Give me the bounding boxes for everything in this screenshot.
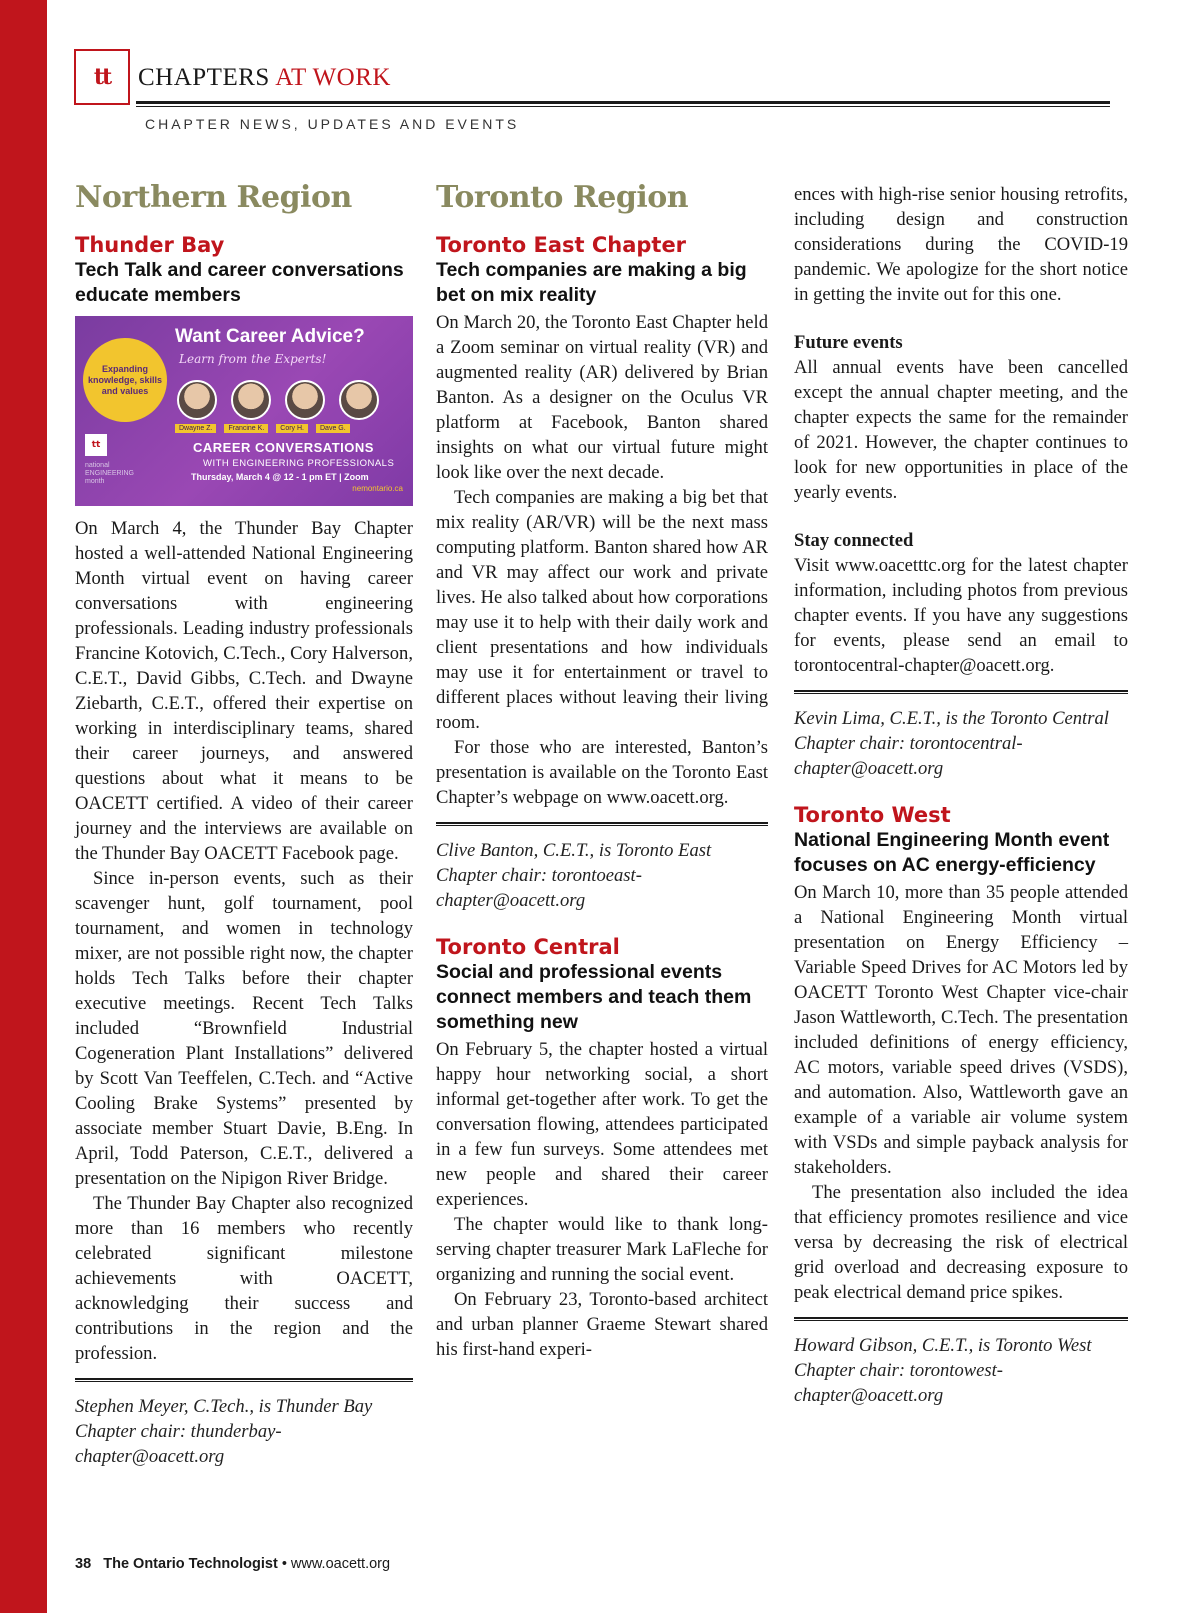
article-headline: National Engineering Month event focuses on AC energy-efficiency <box>794 829 1110 876</box>
speaker-photo <box>177 380 217 420</box>
body-paragraph: On March 20, the Toronto East Chapter held a Zoom seminar on virtual reality (VR) and augmented reality (AR) delivered by Brian Banton. As a designer on the Oculus VR platform at Facebook, Banton shared insights on what our virtual future might look like over the next decade. <box>436 312 768 483</box>
career-advice-promo-image <box>75 316 413 506</box>
chapter-name: Toronto West <box>794 803 951 827</box>
speaker-photo <box>339 380 379 420</box>
footer-bullet: • <box>281 1556 287 1572</box>
promo-event-date: Thursday, March 4 @ 12 - 1 pm ET | Zoom <box>191 472 369 482</box>
body-paragraph: The Thunder Bay Chapter also recognized more than 16 members who recently celebrated significant milestone achievements with OACETT, acknowledging their success and contributions in the region and the profession. <box>75 1193 413 1364</box>
footer-url: www.oacett.org <box>290 1556 391 1572</box>
column-continued <box>794 182 1128 1408</box>
speaker-name: Cory H. <box>276 424 308 433</box>
column-toronto-region <box>436 178 768 1362</box>
chapter-name: Toronto Central <box>436 935 620 959</box>
body-paragraph: On February 5, the chapter hosted a virtual happy hour networking social, a short informal get-together after work. To get the conversation flowing, attendees participated in a few fun surveys. Some attendees met new people and shared their career experiences. <box>436 1039 768 1210</box>
promo-event-title: CAREER CONVERSATIONS <box>193 440 374 455</box>
body-paragraph: On March 10, more than 35 people attended a National Engineering Month virtual presentation on Energy Efficiency – Variable Speed Drives for AC Motors led by OACETT Toronto West Chapter vice-chair Jason Wattleworth, C.Tech. The presentation included definitions of energy efficiency, AC motors, variable speed drives (VSDS), and automation. Also, Wattleworth gave an example of a variable air volume system with VSDs and simple payback analysis for stakeholders. <box>794 882 1128 1178</box>
speaker-names <box>175 424 350 433</box>
article-headline: Social and professional events connect members and teach them something new <box>436 961 752 1033</box>
promo-url: nemontario.ca <box>352 484 403 493</box>
body-paragraph: Since in-person events, such as their scavenger hunt, golf tournament, pool tournament, and women in technology mixer, are not possible right now, the chapter holds Tech Talks before their chapter executive meetings. Recent Tech Talks included “Brownfield Industrial Cogeneration Plant Installations” delivered by Scott Van Teeffelen, C.Tech. and “Active Cooling Brake Systems” presented by associate member Stuart Davie, B.Eng. In April, Todd Paterson, C.E.T., delivered a presentation on the Nipigon River Bridge. <box>75 868 413 1189</box>
logo-text: tt <box>93 64 111 90</box>
body-paragraph: The chapter would like to thank long-serving chapter treasurer Mark LaFleche for organizing and running the social event. <box>436 1214 768 1285</box>
chapter-name: Thunder Bay <box>75 233 225 257</box>
section-title <box>138 64 391 92</box>
body-paragraph: ences with high-rise senior housing retrofits, including design and construction considerations during the COVID-19 pandemic. We apologize for the short notice in getting the invite out for this one. <box>794 184 1128 305</box>
red-margin-bar <box>0 0 47 1613</box>
byline-divider <box>794 690 1128 694</box>
subheading: Future events <box>794 332 903 353</box>
body-paragraph: On February 23, Toronto-based architect and urban planner Graeme Stewart shared his first-hand experi- <box>436 1289 768 1360</box>
article-headline: Tech companies are making a big bet on mix reality <box>436 259 747 306</box>
promo-circle-text: Expanding knowledge, skills and values <box>87 363 163 396</box>
body-paragraph: Visit www.oacetttc.org for the latest chapter information, including photos from previous chapter events. If you have any suggestions for events, please send an email to torontocentral-chapter@oacett.org. <box>794 555 1128 676</box>
oacett-logo <box>74 49 130 105</box>
body-paragraph: The presentation also included the idea that efficiency promotes resilience and vice versa by decreasing the risk of electrical grid overload and decreasing exposure to peak electrical demand price spikes. <box>794 1182 1128 1303</box>
section-subtitle: CHAPTER NEWS, UPDATES AND EVENTS <box>145 116 520 132</box>
header-rule <box>136 101 1110 104</box>
promo-event-subtitle: WITH ENGINEERING PROFESSIONALS <box>203 458 395 469</box>
promo-nem-logo: national ENGINEERING month <box>85 462 135 485</box>
chair-credit: Howard Gibson, C.E.T., is Toronto West Chapter chair: torontowest-chapter@oacett.org <box>794 1335 1092 1406</box>
body-paragraph: Tech companies are making a big bet that mix reality (AR/VR) will be the next mass computing platform. Banton shared how AR and VR may affect our work and private lives. He also talked about how corporations may use it to help with their daily work and client presentations and how individuals may use it for entertainment or travel to different places without leaving their living room. <box>436 487 768 733</box>
chair-credit: Stephen Meyer, C.Tech., is Thunder Bay Chapter chair: thunderbay-chapter@oacett.org <box>75 1396 373 1467</box>
byline-divider <box>75 1378 413 1382</box>
promo-circle-badge <box>83 338 167 422</box>
region-heading: Toronto Region <box>436 180 689 215</box>
column-northern-region <box>75 178 413 1469</box>
body-paragraph: All annual events have been cancelled except the annual chapter meeting, and the chapter expects the same for the remainder of 2021. However, the chapter continues to look for new opportunities in place of the yearly events. <box>794 357 1128 503</box>
body-paragraph: For those who are interested, Banton’s presentation is available on the Toronto East Chapter’s webpage on www.oacett.org. <box>436 737 768 808</box>
subheading: Stay connected <box>794 530 914 551</box>
speaker-photo <box>285 380 325 420</box>
page-footer <box>75 1556 390 1572</box>
header-rule-thin <box>136 106 1110 107</box>
chair-credit: Kevin Lima, C.E.T., is the Toronto Central Chapter chair: torontocentral-chapter@oacett.org <box>794 708 1109 779</box>
section-title-word2: AT WORK <box>275 64 391 91</box>
speaker-photos <box>177 380 379 420</box>
byline-divider <box>794 1317 1128 1321</box>
promo-oacett-logo: tt <box>85 434 107 456</box>
article-headline: Tech Talk and career conversations educate members <box>75 259 404 306</box>
speaker-name: Francine K. <box>224 424 268 433</box>
body-paragraph: On March 4, the Thunder Bay Chapter hosted a well-attended National Engineering Month virtual event on having career conversations with engineering professionals. Leading industry professionals Francine Kotovich, C.Tech., Cory Halverson, C.E.T., David Gibbs, C.Tech. and Dwayne Ziebarth, C.E.T., offered their expertise on working in interdisciplinary teams, shared their career journeys, and answered questions about what it means to be OACETT certified. A video of their career journey and the interviews are available on the Thunder Bay OACETT Facebook page. <box>75 518 413 864</box>
speaker-name: Dave G. <box>316 424 350 433</box>
section-title-word1: CHAPTERS <box>138 64 270 91</box>
promo-title: Want Career Advice? <box>175 326 365 347</box>
chair-credit: Clive Banton, C.E.T., is Toronto East Chapter chair: torontoeast-chapter@oacett.org <box>436 840 712 911</box>
byline-divider <box>436 822 768 826</box>
region-heading: Northern Region <box>75 180 352 215</box>
page-number: 38 <box>75 1556 92 1572</box>
speaker-name: Dwayne Z. <box>175 424 216 433</box>
speaker-photo <box>231 380 271 420</box>
publication-name: The Ontario Technologist <box>103 1556 278 1572</box>
promo-subtitle: Learn from the Experts! <box>179 352 327 366</box>
chapter-name: Toronto East Chapter <box>436 233 687 257</box>
